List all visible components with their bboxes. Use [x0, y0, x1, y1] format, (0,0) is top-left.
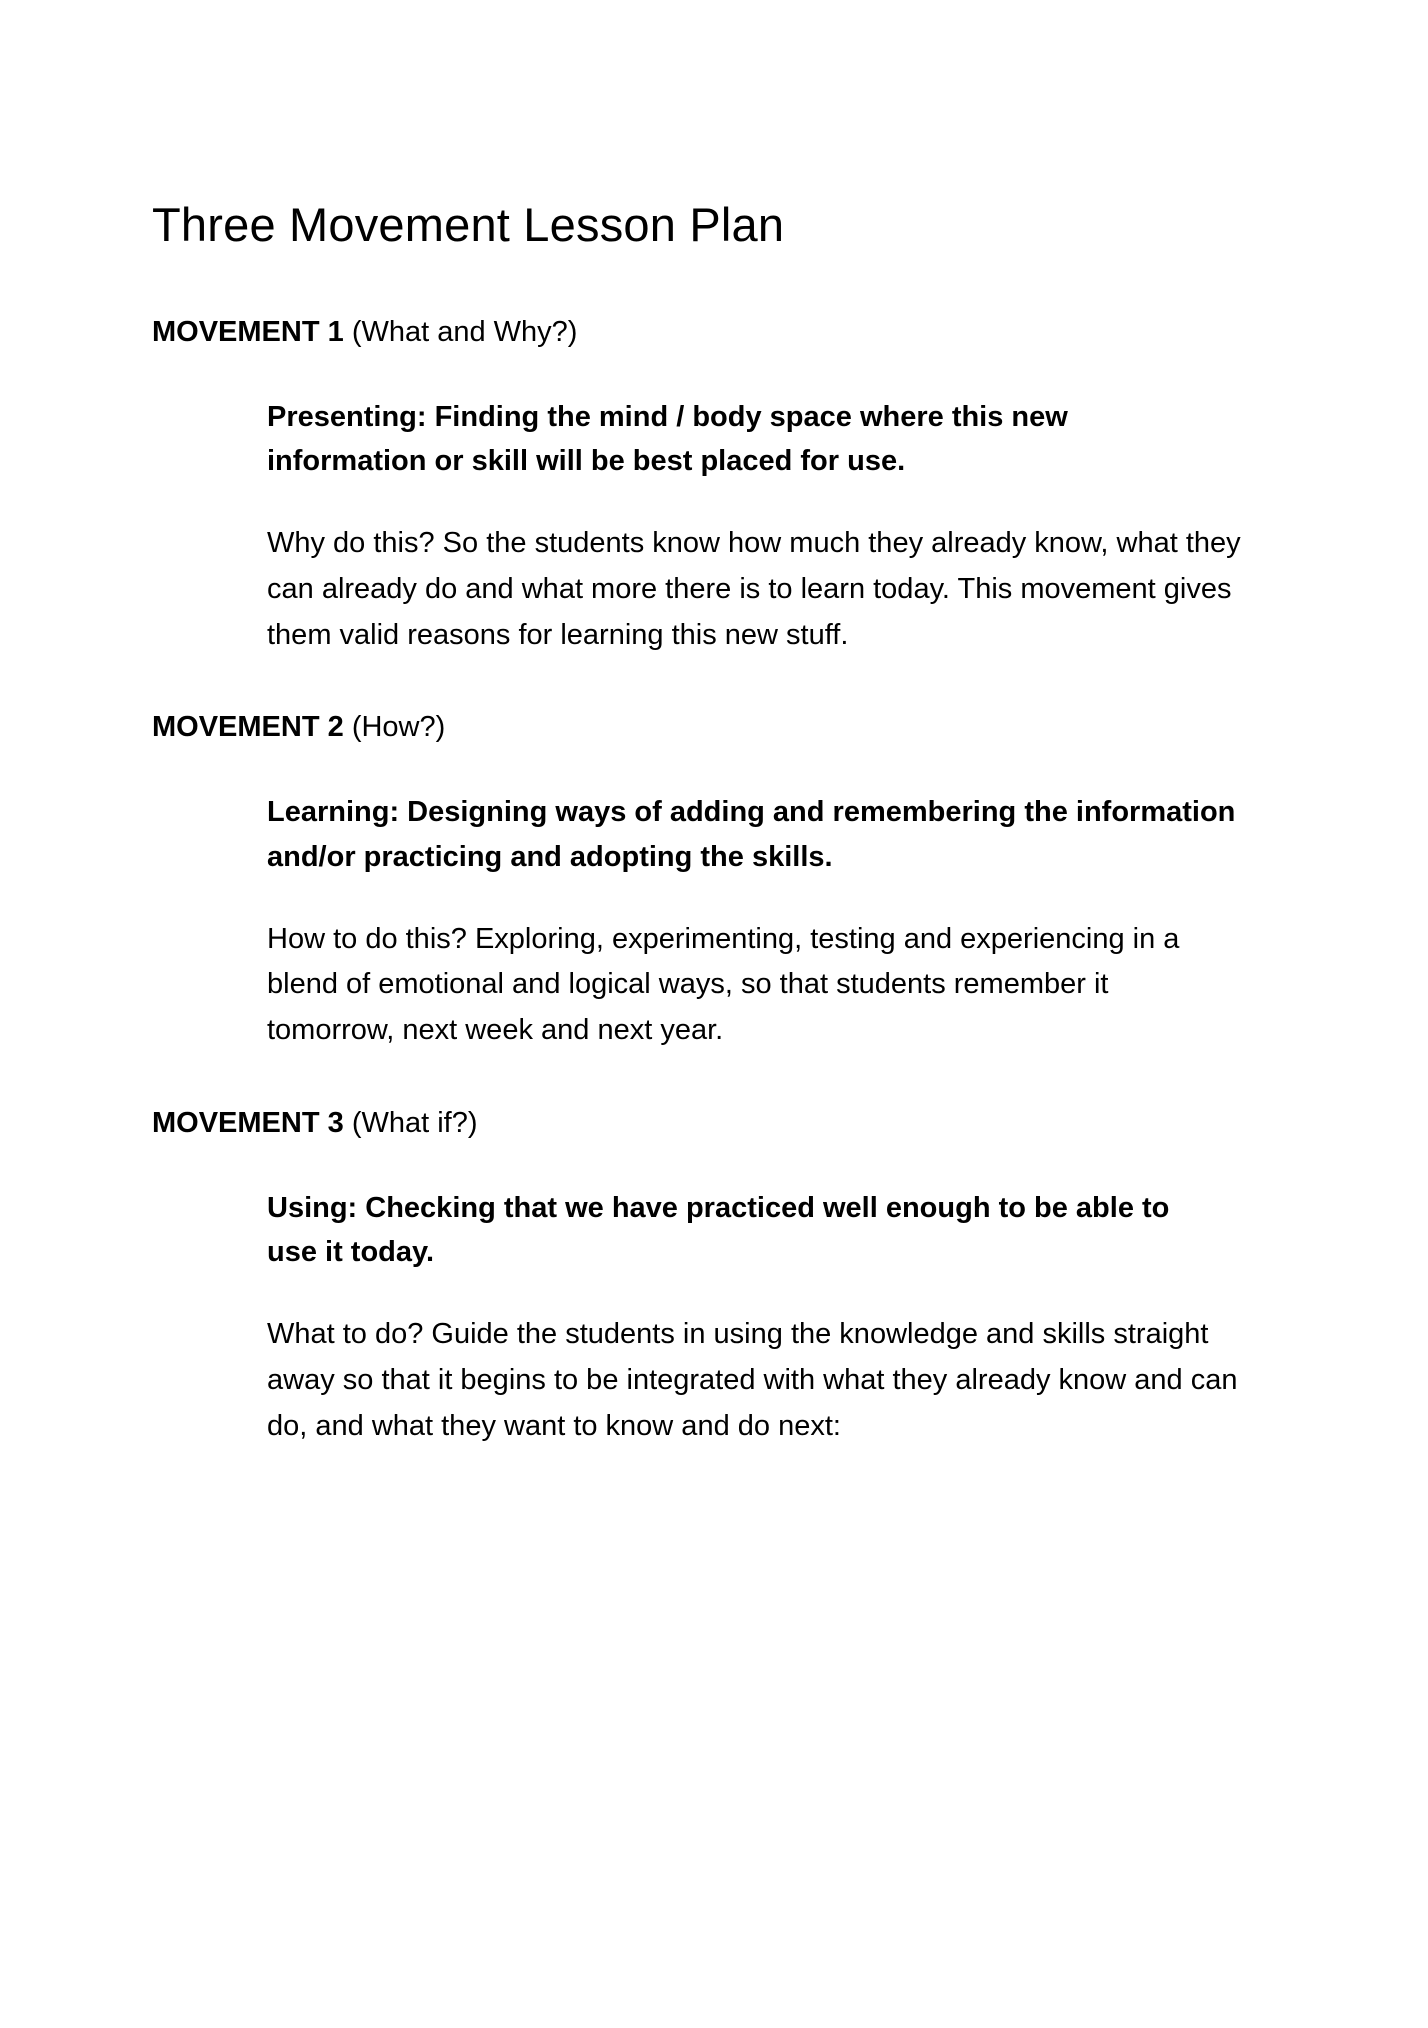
movement-1-subheading: Presenting: Finding the mind / body space where this new information or skill will be best placed for use.	[267, 400, 1068, 477]
movement-2-heading	[152, 706, 1282, 748]
movement-1-heading-qualifier: (What and Why?)	[351, 315, 578, 348]
movement-2-body: How to do this? Exploring, experimenting, testing and experiencing in a blend of emotional and logical ways, so that students remember it tomorrow, next week and next year.	[267, 922, 1180, 1047]
page-title: Three Movement Lesson Plan	[152, 198, 785, 251]
document-body	[152, 196, 1282, 1450]
movement-section-1	[152, 311, 1282, 659]
movement-3-heading-qualifier: (What if?)	[351, 1107, 478, 1140]
movement-3-heading	[152, 1102, 1282, 1144]
movement-1-body: Why do this? So the students know how much they already know, what they can already do and what more there is to learn today. This movement gives them valid reasons for learning this new stuff.	[267, 526, 1241, 651]
movement-2-subheading: Learning: Designing ways of adding and remembering the information and/or practicing and adopting the skills.	[267, 796, 1236, 873]
movement-section-2	[152, 706, 1282, 1054]
movement-section-3	[152, 1102, 1282, 1450]
movement-2-heading-label: MOVEMENT 2	[152, 711, 344, 744]
movement-1-content	[267, 395, 1277, 659]
movement-2-heading-qualifier: (How?)	[351, 711, 446, 744]
movement-3-heading-label: MOVEMENT 3	[152, 1107, 344, 1140]
movement-3-content	[267, 1186, 1277, 1450]
movement-3-subheading: Using: Checking that we have practiced well enough to be able to use it today.	[267, 1192, 1170, 1269]
movement-3-body: What to do? Guide the students in using the knowledge and skills straight away so that it begins to be integrated with what they already know and can do, and what they want to know and do next:	[267, 1318, 1238, 1442]
movement-2-content	[267, 790, 1277, 1054]
movement-1-heading-label: MOVEMENT 1	[152, 315, 344, 348]
movement-1-heading	[152, 311, 1282, 353]
